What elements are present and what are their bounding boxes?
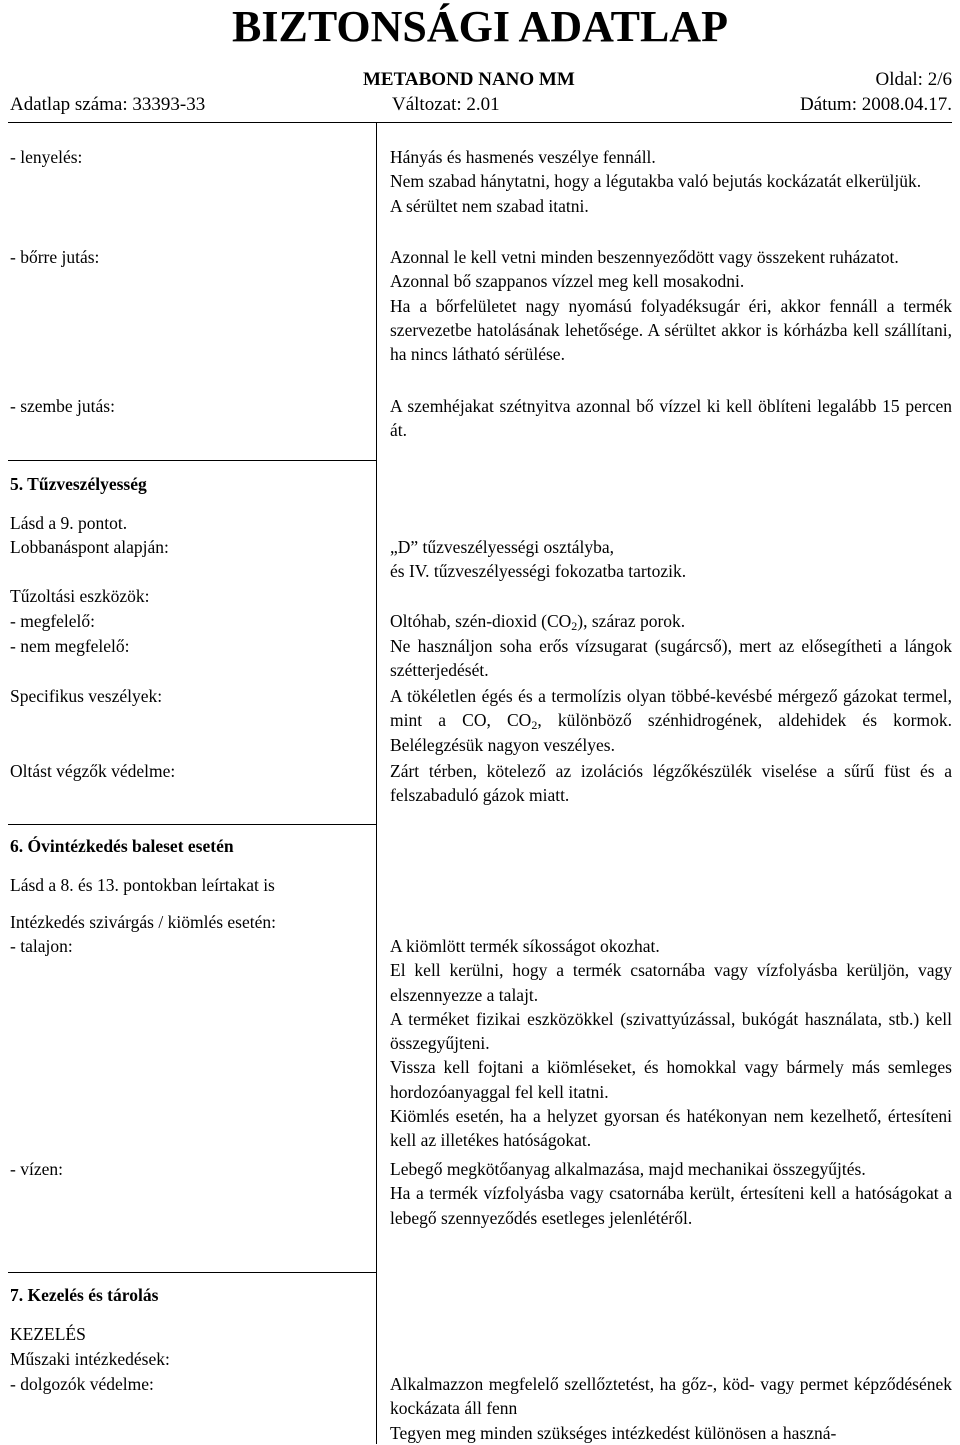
column-divider	[376, 123, 377, 1444]
eye-label: - szembe jutás:	[10, 396, 115, 416]
section6-divider	[8, 824, 376, 825]
section6-title: 6. Óvintézkedés baleset esetén	[10, 836, 234, 856]
hazards-text: A tökéletlen égés és a termolízis olyan többé-kevésbé mérgező gázokat termel, mint a CO, $CO_2$, különböző szénhidrogének, aldehidek és kormok. Belélegzésük nagyon veszélyes.	[390, 686, 952, 755]
spill-measures-label: Intézkedés szivárgás / kiömlés esetén:	[10, 912, 276, 932]
section5-see: Lásd a 9. pontot.	[10, 513, 128, 533]
ground-text: A kiömlött termék síkosságot okozhat. El kell kerülni, hogy a termék csatornába vagy vízfolyásba kerüljön, vagy elszennyezze a talajt. A terméket fizikai eszközökkel (szivattyúzással, bukógát használata, stb.) kell összegyűjteni. Vissza kell fojtani a kiömléseket, és homokkal vagy bármely más semleges hordozóanyaggal fel kell itatni. Kiömlés esetén, ha a helyzet gyorsan és hatékonyan nem kezelhető, értesíteni kell az illetékes hatóságokat.	[390, 936, 952, 1151]
section6-see: Lásd a 8. és 13. pontokban leírtakat is	[10, 875, 275, 895]
ground-label: - talajon:	[10, 936, 73, 956]
ingestion-text: Hányás és hasmenés veszélye fennáll. Nem szabad hánytatni, hogy a légutakba való bejutás kockázatát elkerüljük. A sérültet nem szabad itatni.	[390, 147, 922, 216]
extinguishing-label: Tűzoltási eszközök:	[10, 586, 150, 606]
eye-text: A szemhéjakat szétnyitva azonnal bő vízzel ki kell öblíteni legalább 15 percen át.	[390, 396, 952, 441]
date: Dátum: 2008.04.17.	[800, 94, 952, 115]
protection-label: Oltást végzők védelme:	[10, 761, 176, 781]
unsuitable-label: - nem megfelelő:	[10, 636, 130, 656]
document-title: BIZTONSÁGI ADATLAP	[232, 2, 728, 51]
section5-title: 5. Tűzveszélyesség	[10, 474, 147, 494]
workers-protection-text: Alkalmazzon megfelelő szellőztetést, ha gőz-, köd- vagy permet képződésének kockázata áll fenn Tegyen meg minden szükséges intézkedést különösen a haszná-	[390, 1374, 952, 1443]
sheet-number: Adatlap száma: 33393-33	[10, 94, 206, 115]
page-number: Oldal: 2/6	[875, 69, 952, 90]
flash-point-text: „D” tűzveszélyességi osztályba, és IV. tűzveszélyességi fokozatba tartozik.	[390, 537, 687, 582]
technical-measures-label: Műszaki intézkedések:	[10, 1349, 170, 1369]
ingestion-label: - lenyelés:	[10, 147, 83, 167]
version: Változat: 2.01	[392, 94, 500, 115]
water-text: Lebegő megkötőanyag alkalmazása, majd mechanikai összegyűjtés. Ha a termék vízfolyásba vagy csatornába került, értesíteni kell a hatóságokat a lebegő szennyeződés esetleges jelenlétéről.	[390, 1159, 952, 1228]
protection-text: Zárt térben, kötelező az izolációs légzőkészülék viselése a sűrű füst és a felszabaduló gázok miatt.	[390, 761, 952, 806]
section5-divider	[8, 460, 376, 461]
skin-text: Azonnal le kell vetni minden beszennyeződött vagy összekent ruházatot. Azonnal bő szappanos vízzel meg kell mosakodni. Ha a bőrfelületet nagy nyomású folyadéksugár éri, akkor fennáll a termék szervezetbe hatolásának lehetősége. A sérültet akkor is kórházba kell szállítani, ha nincs látható sérülése.	[390, 247, 952, 365]
flash-point-label: Lobbanáspont alapján:	[10, 537, 169, 557]
section7-divider	[8, 1272, 376, 1273]
suitable-text: Oltóhab, szén-dioxid $(CO_2)$, száraz porok.	[390, 611, 686, 633]
hazards-label: Specifikus veszélyek:	[10, 686, 163, 706]
header-divider	[8, 122, 952, 123]
skin-label: - bőrre jutás:	[10, 247, 100, 267]
unsuitable-text: Ne használjon soha erős vízsugarat (sugárcső), mert az elősegítheti a lángok szétterjedését.	[390, 636, 952, 681]
suitable-label: - megfelelő:	[10, 611, 96, 631]
water-label: - vízen:	[10, 1159, 63, 1179]
section7-title: 7. Kezelés és tárolás	[10, 1285, 159, 1305]
handling-heading: KEZELÉS	[10, 1324, 86, 1344]
workers-protection-label: - dolgozók védelme:	[10, 1374, 154, 1394]
product-name: METABOND NANO MM	[363, 69, 575, 90]
